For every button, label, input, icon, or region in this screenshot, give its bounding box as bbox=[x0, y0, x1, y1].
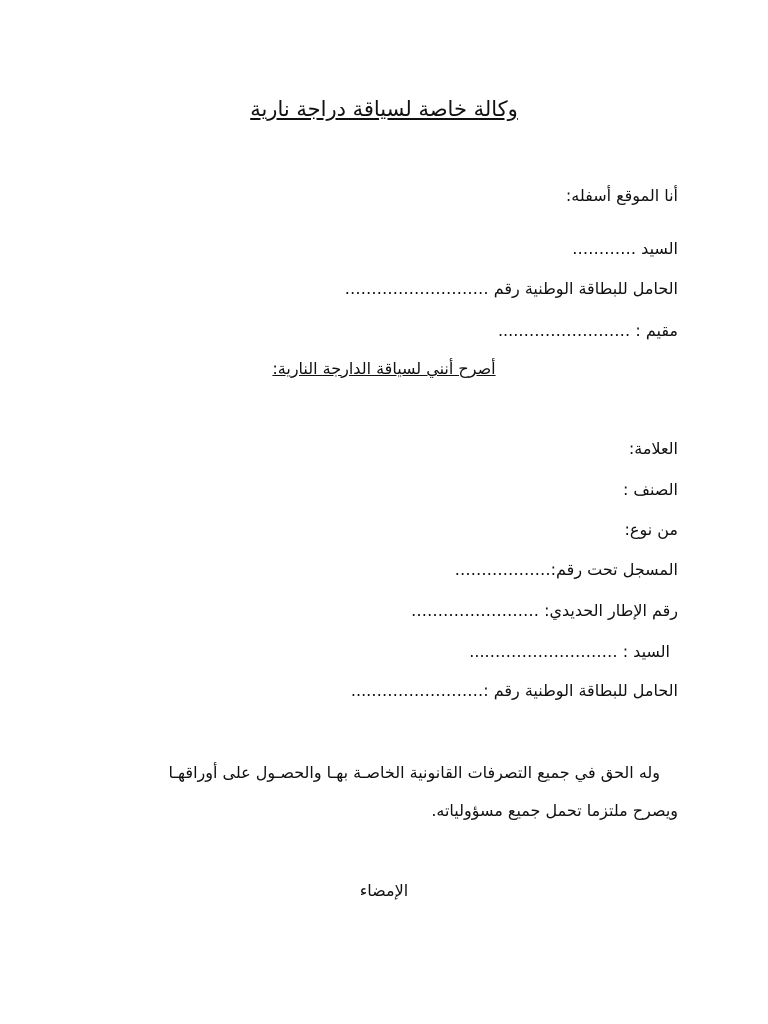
declaration-heading: أصرح أنني لسياقة الدارجة النارية: bbox=[272, 359, 496, 378]
grantor-residence-line: مقيم : ………………….... bbox=[497, 321, 678, 340]
rights-paragraph-line-2: ويصرح ملتزما تحمل جميع مسؤولياته. bbox=[431, 801, 678, 820]
vehicle-chassis-line: رقم الإطار الحديدي: …………………… bbox=[411, 601, 678, 620]
agent-id-line: الحامل للبطاقة الوطنية رقم :………………….... bbox=[350, 681, 678, 700]
signature-label: الإمضاء bbox=[359, 881, 409, 900]
grantor-id-line: الحامل للبطاقة الوطنية رقم ……………………… bbox=[344, 279, 678, 298]
vehicle-brand-line: العلامة: bbox=[628, 439, 678, 458]
vehicle-type-line: من نوع: bbox=[624, 520, 678, 539]
vehicle-registration-line: المسجل تحت رقم:……………… bbox=[454, 560, 678, 579]
vehicle-category-line: الصنف : bbox=[622, 480, 678, 499]
rights-paragraph-line-1: وله الحق في جميع التصرفات القانونية الخاصـة بهـا والحصـول على أوراقهـا bbox=[168, 763, 660, 782]
grantor-name-line: السيد ………… bbox=[572, 239, 678, 258]
document-title: وكالة خاصة لسياقة دراجة نارية bbox=[250, 97, 518, 121]
intro-line: أنا الموقع أسفله: bbox=[565, 186, 678, 205]
agent-name-line: السيد : …………………….... bbox=[469, 642, 670, 661]
